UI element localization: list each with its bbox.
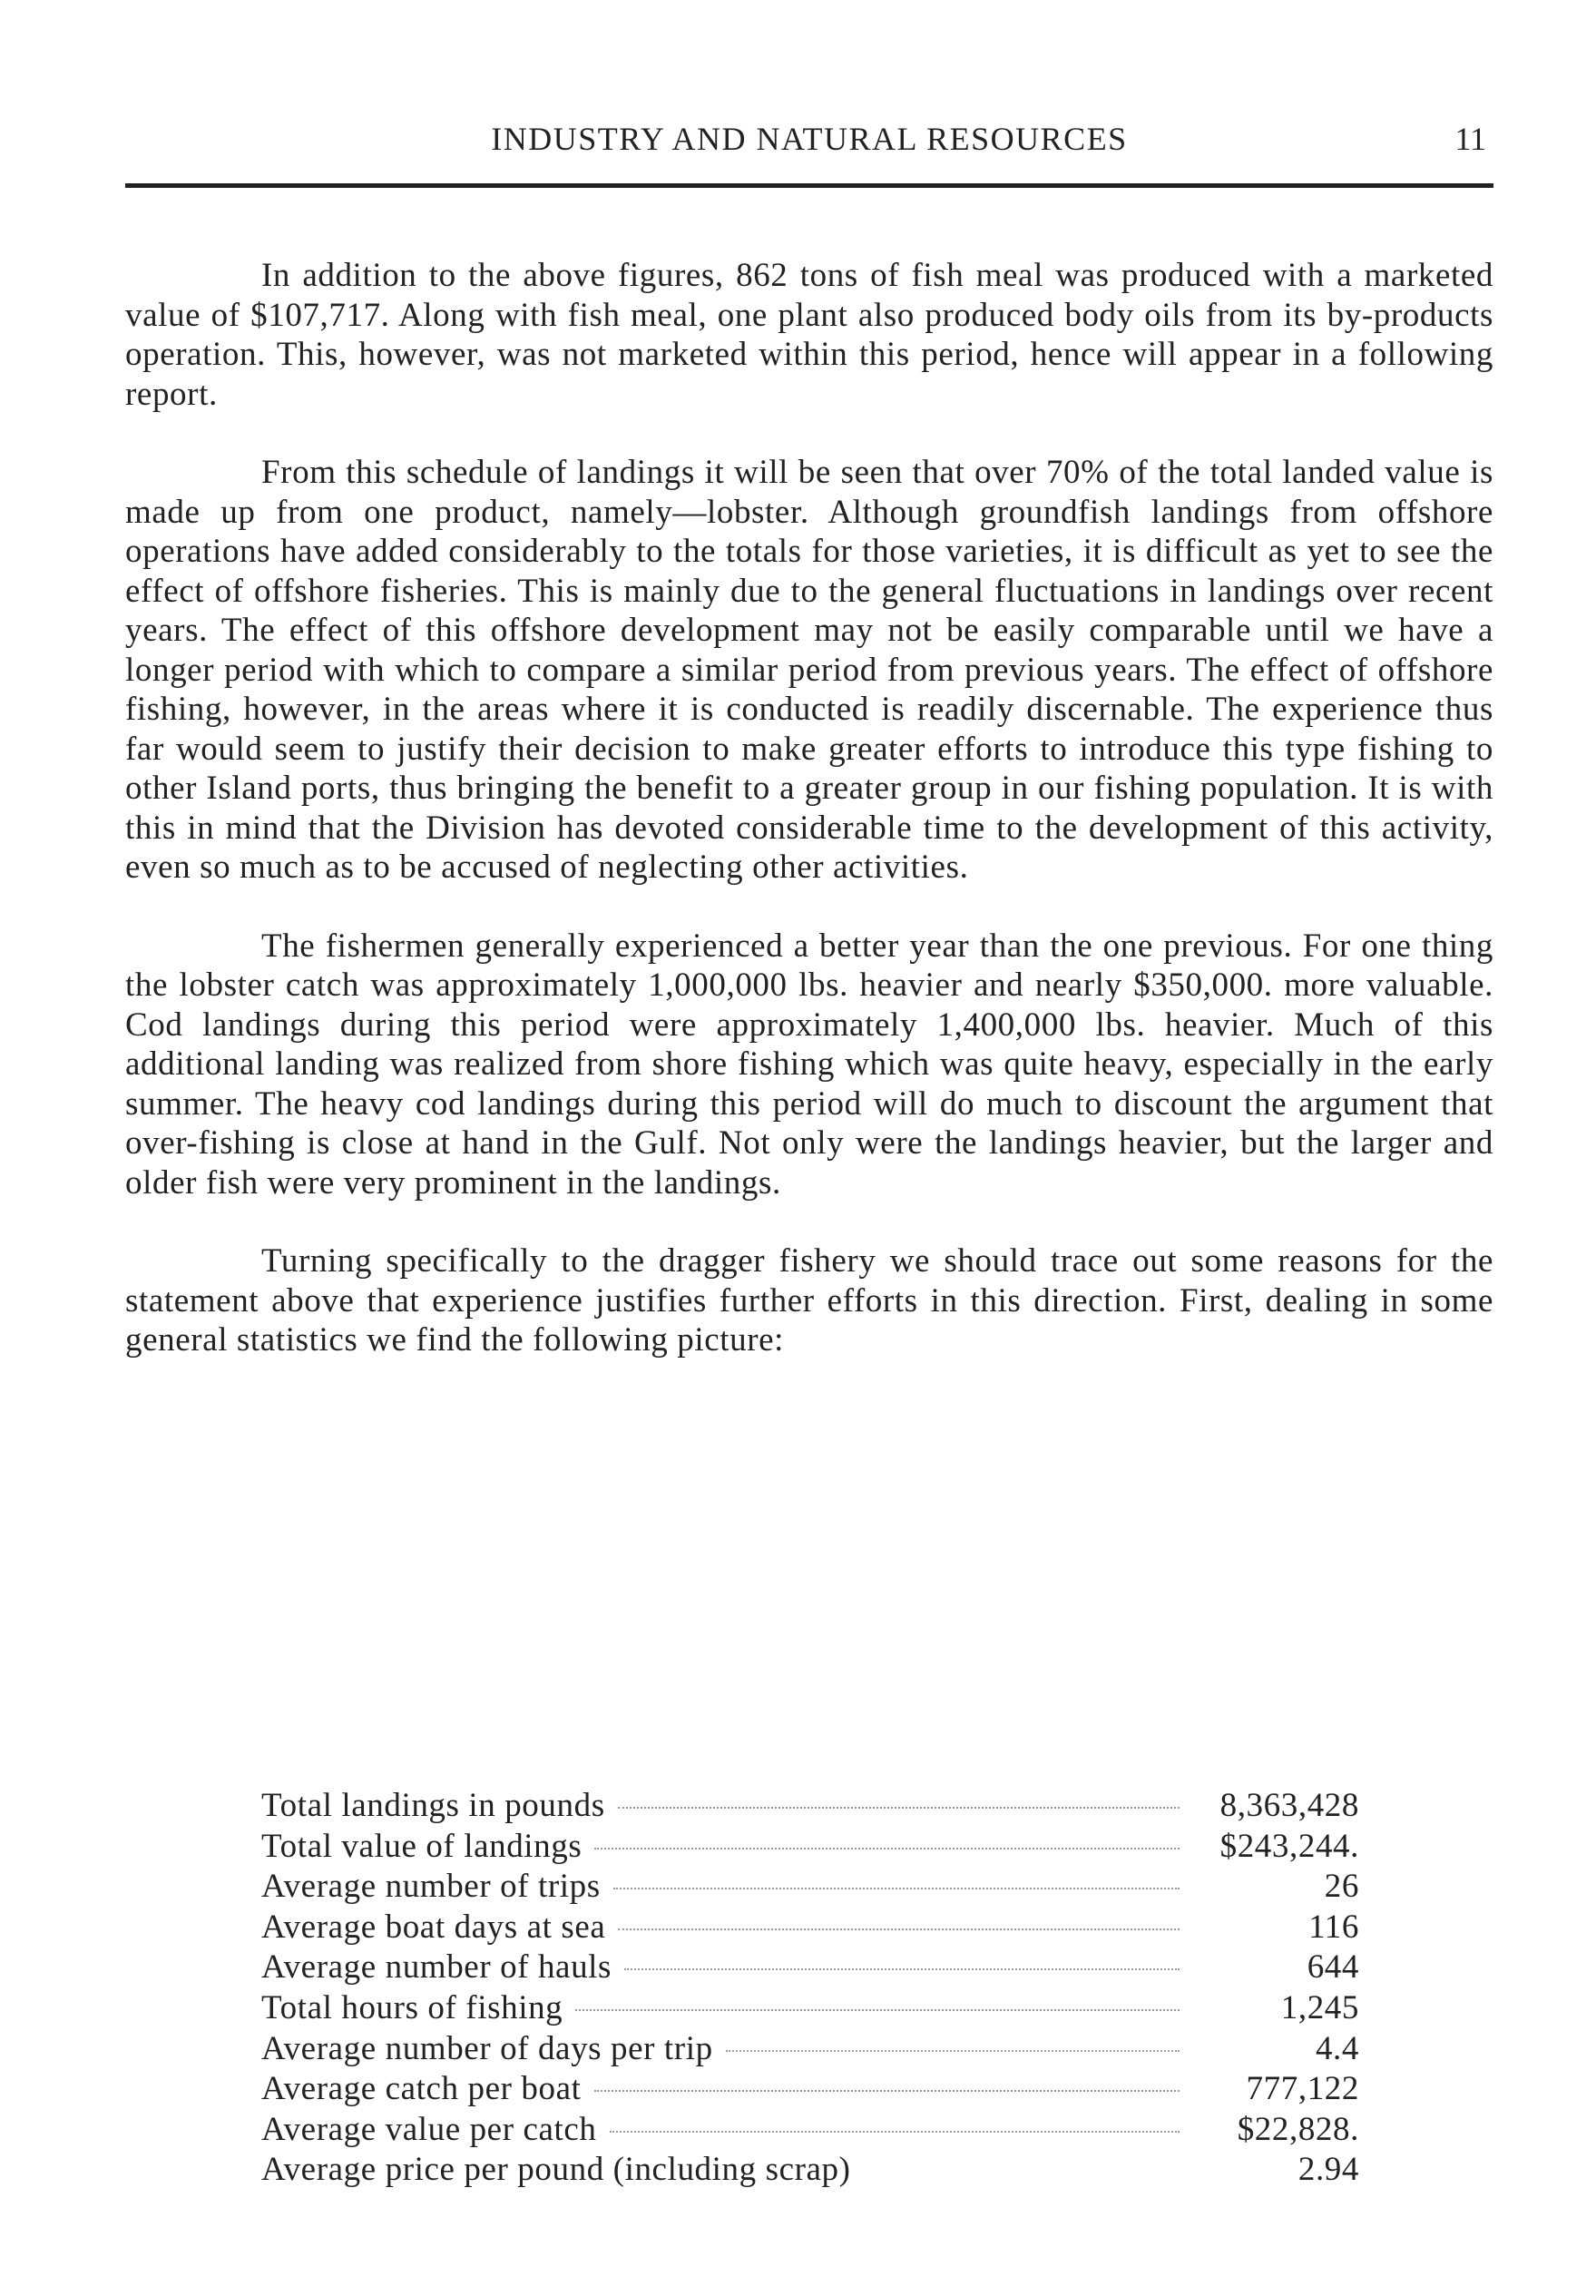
stat-label: Average number of trips [261,1868,601,1906]
dot-leader [594,2090,1180,2092]
paragraph-fish-meal: In addition to the above figures, 862 tons of fish meal was produced with a marketed value of $107,717. Along with fish meal, one plant also produced body oils from its by-products operation. This, however, was not marketed within this period, hence will appear in a following report. [125,257,1493,413]
stat-value: 777,122 [1246,2070,1359,2108]
stat-row [261,1948,1359,1988]
dot-leader [613,1888,1180,1889]
stat-label: Average price per pound (including scrap) [261,2151,851,2189]
paragraph-landings-schedule: From this schedule of landings it will be seen that over 70% of the total landed value is made up from one product, namely—lobster. Although groundfish landings from offshore operations have added considerably to the totals for those varieties, it is difficult as yet to see the effect of offshore fisheries. This is mainly due to the general fluctuations in landings over recent years. The effect of this offshore development may not be easily comparable until we have a longer period with which to compare a similar period from previous years. The effect of offshore fishing, however, in the areas where it is conducted is readily discernable. The experience thus far would seem to justify their decision to make greater efforts to introduce this type fishing to other Island ports, thus bringing the benefit to a greater group in our fishing population. It is with this in mind that the Division has devoted considerable time to the development of this activity, even so much as to be accused of neglecting other activities. [125,454,1493,886]
stat-label: Total landings in pounds [261,1787,605,1824]
stat-label: Average number of hauls [261,1948,612,1987]
stat-row [261,1867,1359,1908]
paragraph-dragger-fishery: Turning specifically to the dragger fishery we should trace out some reasons for the statement above that experience justifies further efforts in this direction. First, dealing in some general statistics we find the following picture: [125,1242,1493,1359]
running-head [125,120,1493,165]
dot-leader [575,2009,1180,2011]
body-text [125,256,1493,1399]
stat-label: Total value of landings [261,1827,583,1865]
dragger-statistics-table [261,1786,1359,2191]
stat-label: Average value per catch [261,2110,597,2148]
stat-value: 116 [1308,1908,1359,1946]
stat-value: 8,363,428 [1219,1787,1359,1824]
stat-value: 644 [1307,1948,1359,1987]
stat-value: 2.94 [1297,2151,1359,2189]
dot-leader [618,1807,1180,1809]
running-head-title: INDUSTRY AND NATURAL RESOURCES [491,121,1128,157]
stat-value: $243,244. [1219,1827,1359,1865]
stat-value: 4.4 [1315,2029,1359,2067]
dot-leader [624,1968,1180,1970]
stat-row [261,1988,1359,2029]
stat-value: 26 [1324,1868,1359,1906]
dot-leader [618,1928,1180,1930]
dot-leader [726,2050,1180,2052]
stat-row [261,2069,1359,2110]
dot-leader [610,2131,1180,2133]
stat-row [261,1908,1359,1948]
header-rule [125,183,1493,188]
stat-row [261,2110,1359,2151]
paragraph-fishermen-year: The fishermen generally experienced a better year than the one previous. For one thing the lobster catch was approximately 1,000,000 lbs. heavier and nearly $350,000. more valuable. Cod landings during this period were approximately 1,400,000 lbs. heavier. Much of this additional landing was realized from shore fishing which was quite heavy, especially in the early summer. The heavy cod landings during this period will do much to discount the argument that over-fishing is close at hand in the Gulf. Not only were the landings heavier, but the larger and older fish were very prominent in the landings. [125,927,1493,1202]
stat-label: Total hours of fishing [261,1988,563,2026]
stat-label: Average boat days at sea [261,1908,606,1946]
stat-row [261,1827,1359,1868]
stat-row [261,2150,1359,2191]
dot-leader [594,1848,1180,1850]
stat-label: Average number of days per trip [261,2029,713,2067]
stat-value: 1,245 [1280,1988,1359,2026]
stat-value: $22,828. [1237,2110,1359,2148]
page-number: 11 [1454,121,1486,157]
stat-row [261,2029,1359,2070]
stat-label: Average catch per boat [261,2070,582,2108]
stat-row [261,1786,1359,1827]
